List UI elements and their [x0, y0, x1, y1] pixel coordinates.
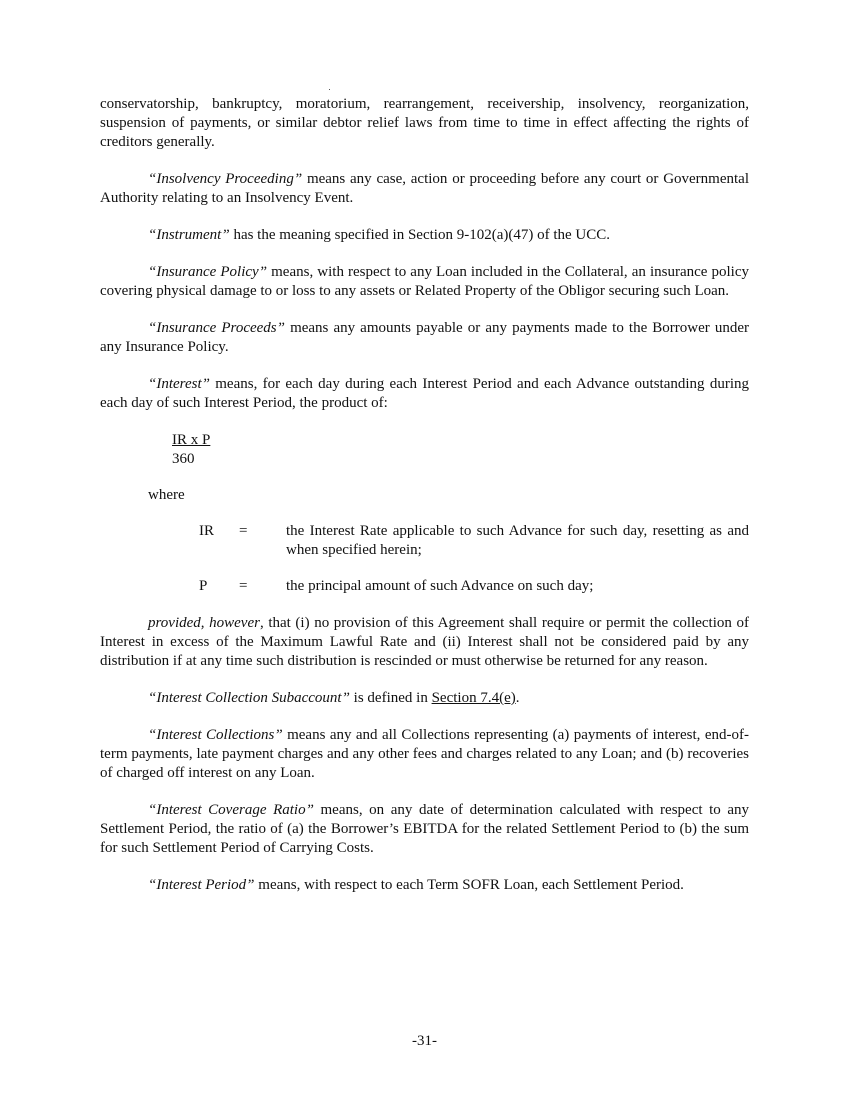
definition-text: has the meaning specified in Section 9-102(a)(47) of the UCC.: [229, 227, 611, 243]
interest-formula: [172, 431, 236, 469]
variable-description: the principal amount of such Advance on such day;: [286, 578, 594, 594]
stray-mark: [329, 89, 330, 90]
definition-text: means any case, action or proceeding before any court or Governmental Authority relating to an Insolvency Event.: [100, 171, 749, 206]
defined-term: “Instrument”: [148, 227, 230, 243]
proviso-term: provided, however: [148, 615, 260, 631]
variable-definition-ir: [100, 522, 749, 560]
equals-sign: =: [239, 578, 248, 594]
definition-interest-collection-subaccount: [100, 689, 749, 708]
defined-term: “Insurance Policy”: [148, 264, 268, 280]
formula-numerator: IR x P: [172, 432, 211, 448]
definition-interest-coverage-ratio: [100, 801, 749, 858]
definition-insurance-proceeds: [100, 319, 749, 357]
definition-instrument: [100, 226, 749, 245]
definition-interest: [100, 375, 749, 413]
definition-text: means any amounts payable or any payments made to the Borrower under any Insurance Policy.: [100, 320, 749, 355]
defined-term: “Insolvency Proceeding”: [148, 171, 303, 187]
definition-interest-collections: [100, 726, 749, 783]
variable-description: the Interest Rate applicable to such Advance for such day, resetting as and when specified herein;: [286, 523, 749, 558]
defined-term: “Interest”: [148, 376, 210, 392]
defined-term: “Interest Period”: [148, 877, 255, 893]
definition-interest-period: [100, 876, 749, 895]
defined-term: “Interest Coverage Ratio”: [148, 802, 314, 818]
defined-term: “Interest Collection Subaccount”: [148, 690, 350, 706]
variable-definition-p: [100, 577, 749, 596]
definition-insolvency-proceeding: [100, 170, 749, 208]
paragraph-continuation: [100, 95, 749, 152]
section-reference: Section 7.4(e): [431, 690, 516, 706]
definition-insurance-policy: [100, 263, 749, 301]
paragraph-text: conservatorship, bankruptcy, moratorium, rearrangement, receivership, insolvency, reorganization, suspension of payments, or similar debtor relief laws from time to time in effect affecting the rights of creditors generally.: [100, 96, 749, 150]
definition-text: means any and all Collections representing (a) payments of interest, end-of-term payments, late payment charges and any other fees and charges related to any Loan; and (b) recoveries of charged off interest on any Loan.: [100, 727, 749, 781]
equals-sign: =: [239, 523, 248, 539]
definition-text: is defined in: [349, 690, 432, 706]
definition-text: means, on any date of determination calculated with respect to any Settlement Period, the ratio of (a) the Borrower’s EBITDA for the related Settlement Period to (b) the sum for such Settlement Period of Carrying Costs.: [100, 802, 749, 856]
where-label: where: [148, 487, 185, 503]
variable-name: P: [199, 578, 208, 594]
defined-term: “Insurance Proceeds”: [148, 320, 285, 336]
definition-text: means, with respect to each Term SOFR Loan, each Settlement Period.: [254, 877, 684, 893]
definition-text: means, for each day during each Interest Period and each Advance outstanding during each day of such Interest Period, the product of:: [100, 376, 749, 411]
document-page: [100, 95, 749, 895]
variable-name: IR: [199, 523, 214, 539]
defined-term: “Interest Collections”: [148, 727, 283, 743]
proviso-paragraph: [100, 614, 749, 671]
definition-tail: .: [515, 690, 520, 706]
definition-text: means, with respect to any Loan included in the Collateral, an insurance policy covering physical damage to or loss to any assets or Related Property of the Obligor securing such Loan.: [100, 264, 749, 299]
formula-denominator: 360: [172, 451, 195, 467]
page-number: -31-: [412, 1033, 437, 1049]
proviso-text: , that (i) no provision of this Agreement shall require or permit the collection of Interest in excess of the Maximum Lawful Rate and (ii) Interest shall not be considered paid by any distribution if at any time such distribution is rescinded or must otherwise be returned for any reason.: [100, 615, 749, 669]
